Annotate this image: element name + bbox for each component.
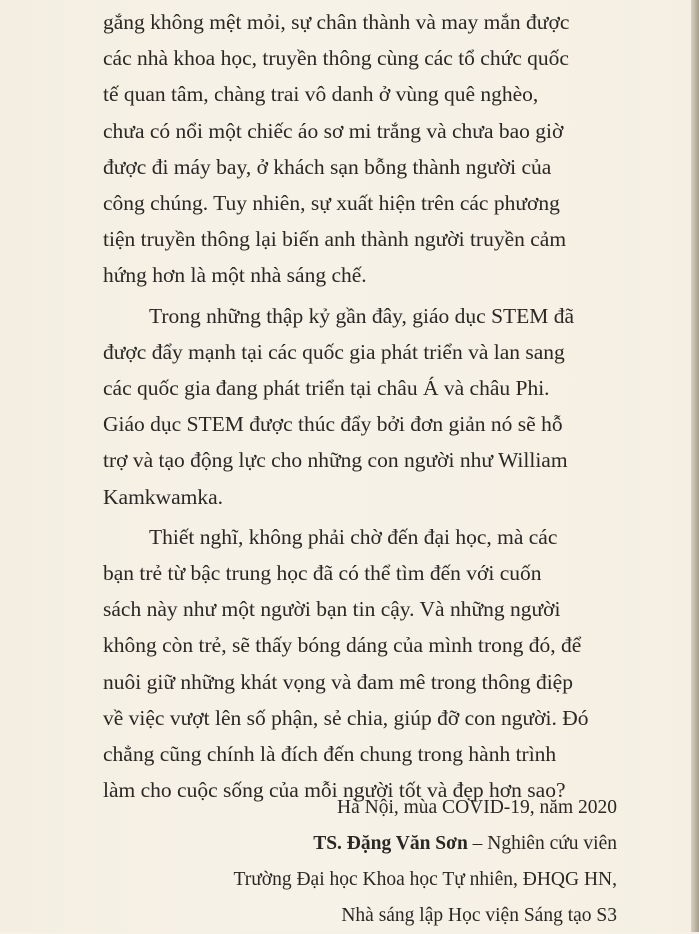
text-line: Thiết nghĩ, không phải chờ đến đại học, mà các [149, 524, 558, 549]
text-line: trợ và tạo động lực cho những con người như William [103, 448, 568, 473]
text-line: làm cho cuộc sống của mỗi người tốt và đẹp hơn sao? [103, 778, 566, 803]
text-line: Kamkwamka. [103, 484, 224, 509]
text-line: các nhà khoa học, truyền thông cùng các tổ chức quốc [103, 46, 569, 71]
affiliation: Trường Đại học Khoa học Tự nhiên, ĐHQG HN, [233, 869, 617, 890]
text-line: sách này như một người bạn tin cậy. Và những người [103, 597, 561, 622]
text-line: chẳng cũng chính là đích đến chung trong hành trình [103, 742, 557, 767]
author-role: – Nghiên cứu viên [467, 833, 617, 854]
text-line: được đi máy bay, ở khách sạn bỗng thành người của [103, 154, 552, 179]
place-date: Hà Nội, mùa COVID-19, năm 2020 [337, 797, 617, 818]
paragraph-3 [103, 519, 619, 809]
signature-block [97, 790, 617, 934]
text-line: tiện truyền thông lại biến anh thành người truyền cảm [103, 227, 567, 252]
author-line [97, 826, 617, 862]
text-line: Giáo dục STEM được thúc đẩy bởi đơn giản nó sẽ hỗ [103, 412, 563, 437]
text-line: tế quan tâm, chàng trai vô danh ở vùng quê nghèo, [103, 82, 539, 107]
text-line: bạn trẻ từ bậc trung học đã có thể tìm đến với cuốn [103, 561, 542, 586]
text-line: về việc vượt lên số phận, sẻ chia, giúp đỡ con người. Đó [103, 705, 589, 730]
text-line: được đẩy mạnh tại các quốc gia phát triển và lan sang [103, 339, 565, 364]
founder-title: Nhà sáng lập Học viện Sáng tạo S3 [341, 905, 617, 926]
text-line: công chúng. Tuy nhiên, sự xuất hiện trên các phương [103, 191, 560, 216]
text-line: không còn trẻ, sẽ thấy bóng dáng của mình trong đó, để [103, 633, 582, 658]
page-edge [691, 0, 699, 932]
text-line: Trong những thập kỷ gần đây, giáo dục STEM đã [149, 303, 575, 328]
body-text [103, 4, 619, 808]
text-line: nuôi giữ những khát vọng và đam mê trong thông điệp [103, 669, 573, 694]
text-line: các quốc gia đang phát triển tại châu Á và châu Phi. [103, 376, 550, 401]
text-line: hứng hơn là một nhà sáng chế. [103, 263, 367, 288]
paragraph-1 [103, 4, 619, 294]
author-name: TS. Đặng Văn Sơn [313, 833, 468, 854]
paragraph-2 [103, 298, 619, 515]
text-line: gắng không mệt mỏi, sự chân thành và may mắn được [103, 10, 570, 34]
text-line: chưa có nổi một chiếc áo sơ mi trắng và chưa bao giờ [103, 118, 564, 143]
